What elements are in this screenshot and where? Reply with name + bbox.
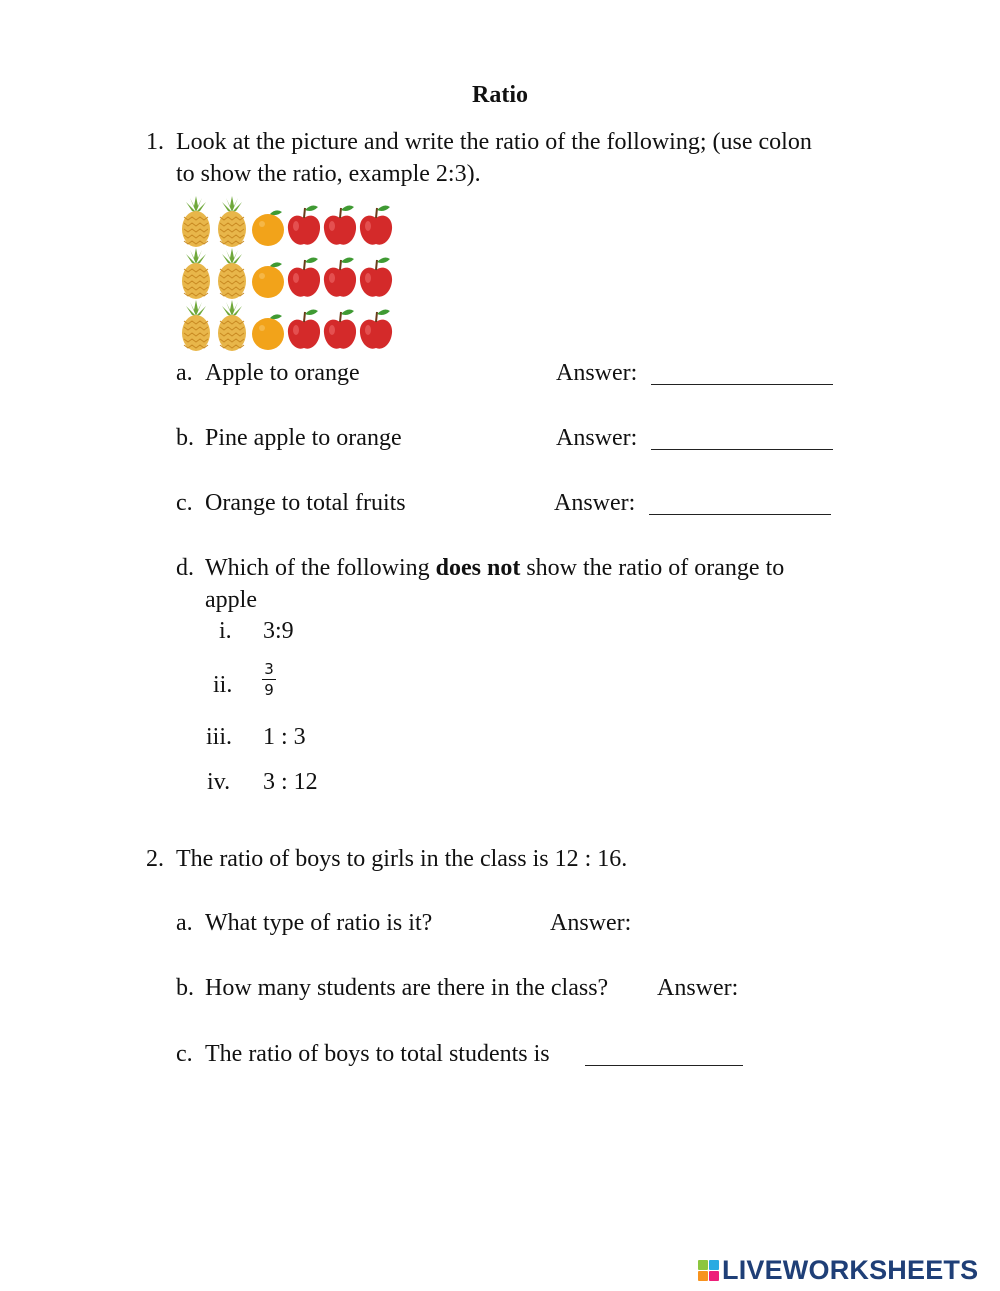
option-ii-number: ii.: [213, 672, 233, 698]
q1-number: 1.: [146, 129, 164, 155]
q1a-answer-label: Answer:: [556, 360, 638, 386]
q1c-answer-label: Answer:: [554, 490, 636, 516]
apple-icon: [358, 300, 394, 352]
apple-icon: [286, 300, 322, 352]
q1b-answer-label: Answer:: [556, 425, 638, 451]
brand-text: LIVEWORKSHEETS: [722, 1254, 979, 1285]
q2b-answer-label: Answer:: [657, 975, 739, 1001]
option-iii-number: iii.: [206, 724, 233, 750]
apple-icon: [322, 300, 358, 352]
q1c-letter: c.: [176, 490, 193, 516]
q2a-text: What type of ratio is it?: [205, 910, 433, 936]
q1-text-line2: to show the ratio, example 2:3).: [176, 161, 481, 187]
brand-mark-tile-l: [698, 1260, 708, 1270]
pineapple-icon: [214, 196, 250, 248]
option-iv-number: iv.: [207, 769, 231, 795]
page-title: Ratio: [472, 82, 528, 108]
q2-number: 2.: [146, 846, 164, 872]
fraction-denominator: 9: [264, 681, 274, 699]
apple-icon: [322, 196, 358, 248]
q1d-emphasis: does not: [435, 555, 521, 581]
liveworksheets-logo[interactable]: [698, 1255, 978, 1285]
q2c-letter: c.: [176, 1041, 193, 1067]
q1b-letter: b.: [176, 425, 194, 451]
apple-icon: [358, 196, 394, 248]
option-iv-value[interactable]: 3 : 12: [263, 769, 318, 795]
orange-icon: [250, 300, 286, 352]
q2a-answer-input[interactable]: [645, 905, 835, 937]
q1c-text: Orange to total fruits: [205, 490, 406, 516]
q1b-answer-input[interactable]: [651, 427, 833, 455]
apple-icon: [358, 248, 394, 300]
q1a-letter: a.: [176, 360, 193, 386]
option-i-number: i.: [219, 618, 232, 644]
option-iii-value[interactable]: 1 : 3: [263, 724, 306, 750]
pineapple-icon: [178, 196, 214, 248]
q1d-letter: d.: [176, 555, 194, 581]
pineapple-icon: [214, 300, 250, 352]
q1c-answer-input[interactable]: [649, 492, 831, 520]
q2c-answer-input[interactable]: [585, 1043, 743, 1071]
pineapple-icon: [178, 300, 214, 352]
q2-text: The ratio of boys to girls in the class is 12 : 16.: [176, 846, 628, 872]
brand-mark-tile-i: [709, 1260, 719, 1270]
fruit-picture: [178, 196, 394, 352]
q1a-text: Apple to orange: [205, 360, 360, 386]
q1d-text-line2: apple: [205, 587, 257, 613]
brand-mark-tile-v: [698, 1271, 708, 1281]
pineapple-icon: [214, 248, 250, 300]
option-i-value[interactable]: 3:9: [263, 618, 294, 644]
apple-icon: [286, 248, 322, 300]
q2c-text: The ratio of boys to total students is: [205, 1041, 550, 1067]
q2b-letter: b.: [176, 975, 194, 1001]
pineapple-icon: [178, 248, 214, 300]
q1b-text: Pine apple to orange: [205, 425, 402, 451]
q1d-text-line1: Which of the following does not show the ratio of orange to: [205, 555, 785, 581]
orange-icon: [250, 248, 286, 300]
fraction-numerator: 3: [264, 660, 274, 678]
q2a-letter: a.: [176, 910, 193, 936]
q2a-answer-label: Answer:: [550, 910, 632, 936]
apple-icon: [286, 196, 322, 248]
brand-mark-icon: [698, 1260, 719, 1281]
q1-text-line1: Look at the picture and write the ratio of the following; (use colon: [176, 129, 812, 155]
q1a-answer-input[interactable]: [651, 362, 833, 390]
option-ii-fraction[interactable]: [262, 660, 276, 699]
orange-icon: [250, 196, 286, 248]
apple-icon: [322, 248, 358, 300]
q2b-text: How many students are there in the class?: [205, 975, 609, 1001]
q2b-answer-input[interactable]: [752, 970, 942, 1002]
brand-mark-tile-e: [709, 1271, 719, 1281]
